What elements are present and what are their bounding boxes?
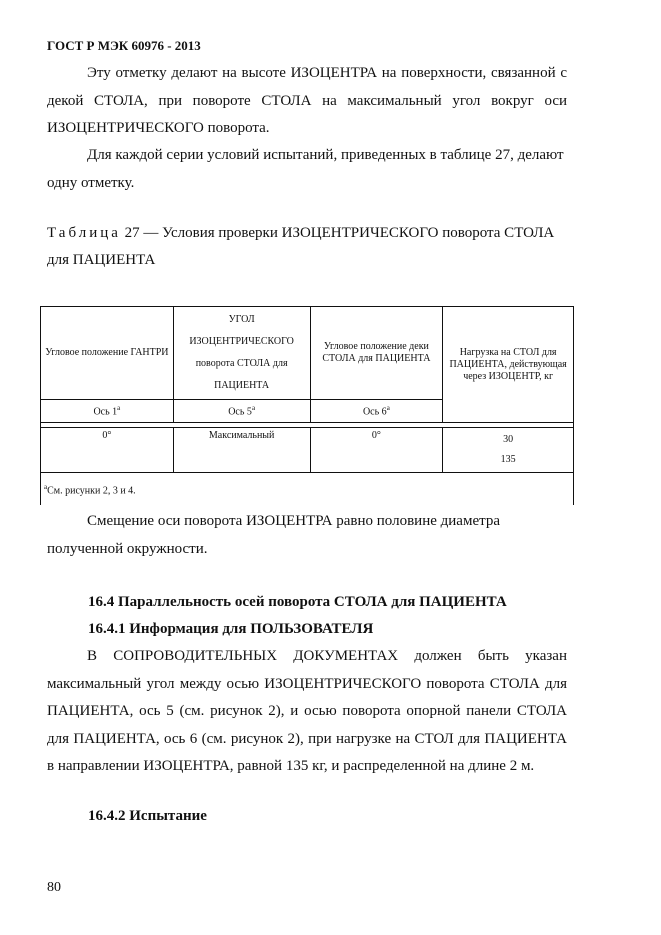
paragraph-mark-height: Эту отметку делают на высоте ИЗОЦЕНТРА на поверхности, связанной с декой СТОЛА, при повороте СТОЛА на максимальный угол вокруг оси ИЗОЦЕНТРИЧЕСКОГО поворота. xyxy=(47,65,567,136)
document-header: ГОСТ Р МЭК 60976 - 2013 xyxy=(47,38,201,53)
table-caption-text: 27 — Условия проверки ИЗОЦЕНТРИЧЕСКОГО поворота СТОЛА для ПАЦИЕНТА xyxy=(47,225,555,268)
paragraph-each-series: Для каждой серии условий испытаний, приведенных в таблице 27, делают одну отметку. xyxy=(47,147,564,191)
table-caption-label: Таблица xyxy=(47,225,121,241)
table-row xyxy=(41,428,574,473)
col-header-deck-angle: Угловое положение деки СТОЛА для ПАЦИЕНТА xyxy=(310,307,443,400)
table-header-row xyxy=(41,307,574,400)
table-caption xyxy=(47,220,567,274)
table-footnote: $^а$См. рисунки 2, 3 и 4. xyxy=(41,473,574,506)
col-header-gantry: Угловое положение ГАНТРИ xyxy=(41,307,174,400)
col-header-load: Нагрузка на СТОЛ для ПАЦИЕНТА, действующая через ИЗОЦЕНТР, кг xyxy=(443,307,574,423)
axis-6-label: Ось $6^а$ xyxy=(310,400,443,423)
table-footnote-row xyxy=(41,473,574,506)
paragraph-user-info: В СОПРОВОДИТЕЛЬНЫХ ДОКУМЕНТАХ должен быть указан максимальный угол между осью ИЗОЦЕНТРИЧЕСКОГО поворота СТОЛА для ПАЦИЕНТА, ось 5 (см. рисунок 2), и осью поворота опорной панели СТОЛА для ПАЦИЕНТА, ось 6 (см. рисунок 2), при нагрузке на СТОЛ для ПАЦИЕНТА в направлении ИЗОЦЕНТРА, равной 135 кг, и распределенной на длине 2 м. xyxy=(47,648,567,774)
paragraph-offset: Смещение оси поворота ИЗОЦЕНТРА равно половине диаметра полученной окружности. xyxy=(47,513,501,557)
section-heading-16-4-1: 16.4.1 Информация для ПОЛЬЗОВАТЕЛЯ xyxy=(88,621,374,637)
cell-gantry-angle: 0° xyxy=(41,428,174,473)
section-heading-16-4-2: 16.4.2 Испытание xyxy=(88,808,207,824)
cell-iso-angle: Максимальный xyxy=(173,428,310,473)
axis-1-label: Ось $1^а$ xyxy=(41,400,174,423)
section-heading-16-4: 16.4 Параллельность осей поворота СТОЛА для ПАЦИЕНТА xyxy=(88,594,507,610)
page-number: 80 xyxy=(47,880,61,895)
table-27 xyxy=(40,306,574,505)
col-header-iso-angle: УГОЛ ИЗОЦЕНТРИЧЕСКОГО поворота СТОЛА для ПАЦИЕНТА xyxy=(173,307,310,400)
axis-5-label: Ось $5^а$ xyxy=(173,400,310,423)
cell-deck-angle: 0° xyxy=(310,428,443,473)
cell-load: 30 135 xyxy=(443,428,574,473)
